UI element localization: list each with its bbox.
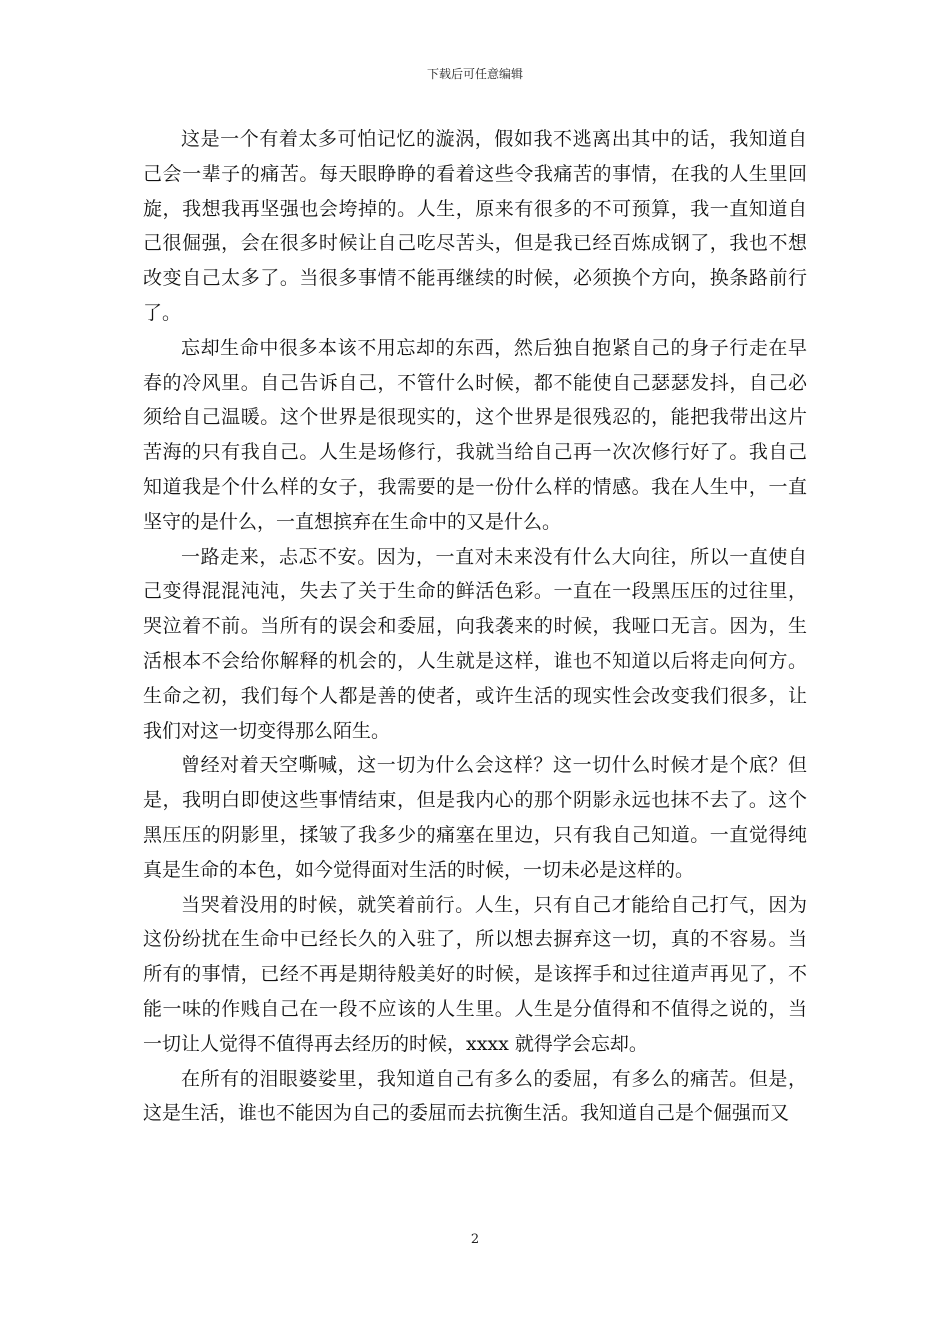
paragraph: 曾经对着天空嘶喊，这一切为什么会这样？这一切什么时候才是个底？但是，我明白即使这些事情结束，但是我内心的那个阴影永远也抹不去了。这个黑压压的阴影里，揉皱了我多少的痛塞在里边，只有我自己知道。一直觉得纯真是生命的本色，如今觉得面对生活的时候，一切未必是这样的。 — [143, 754, 807, 881]
page-number: 2 — [470, 1232, 480, 1247]
page-header: 下载后可任意编辑 — [426, 67, 523, 81]
paragraph: 当哭着没用的时候，就笑着前行。人生，只有自己才能给自己打气，因为这份纷扰在生命中已经长久的入驻了，所以想去摒弃这一切，真的不容易。当所有的事情，已经不再是期待般美好的时候，是该挥手和过往道声再见了，不能一味的作贱自己在一段不应该的人生里。人生是分值得和不值得之说的，当一切让人觉得不值得再去经历的时候，xxxx 就得学会忘却。 — [143, 893, 807, 1055]
paragraph: 一路走来，忐忑不安。因为，一直对未来没有什么大向往，所以一直使自己变得混混沌沌，失去了关于生命的鲜活色彩。一直在一段黑压压的过往里，哭泣着不前。当所有的误会和委屈，向我袭来的时候，我哑口无言。因为，生活根本不会给你解释的机会的，人生就是这样，谁也不知道以后将走向何方。生命之初，我们每个人都是善的使者，或许生活的现实性会改变我们很多，让我们对这一切变得那么陌生。 — [143, 545, 807, 742]
paragraph: 忘却生命中很多本该不用忘却的东西，然后独自抱紧自己的身子行走在早春的冷风里。自己告诉自己，不管什么时候，都不能使自己瑟瑟发抖，自己必须给自己温暖。这个世界是很现实的，这个世界是很残忍的，能把我带出这片苦海的只有我自己。人生是场修行，我就当给自己再一次次修行好了。我自己知道我是个什么样的女子，我需要的是一份什么样的情感。我在人生中，一直坚守的是什么，一直想摈弃在生命中的又是什么。 — [143, 336, 807, 533]
document-body — [143, 122, 807, 1131]
paragraph: 在所有的泪眼婆娑里，我知道自己有多么的委屈，有多么的痛苦。但是，这是生活，谁也不能因为自己的委屈而去抗衡生活。我知道自己是个倔强而又 — [143, 1067, 807, 1125]
paragraph: 这是一个有着太多可怕记忆的漩涡，假如我不逃离出其中的话，我知道自己会一辈子的痛苦。每天眼睁睁的看着这些令我痛苦的事情，在我的人生里回旋，我想我再坚强也会垮掉的。人生，原来有很多的不可预算，我一直知道自己很倔强，会在很多时候让自己吃尽苦头，但是我已经百炼成钢了，我也不想改变自己太多了。当很多事情不能再继续的时候，必须换个方向，换条路前行了。 — [143, 128, 807, 324]
